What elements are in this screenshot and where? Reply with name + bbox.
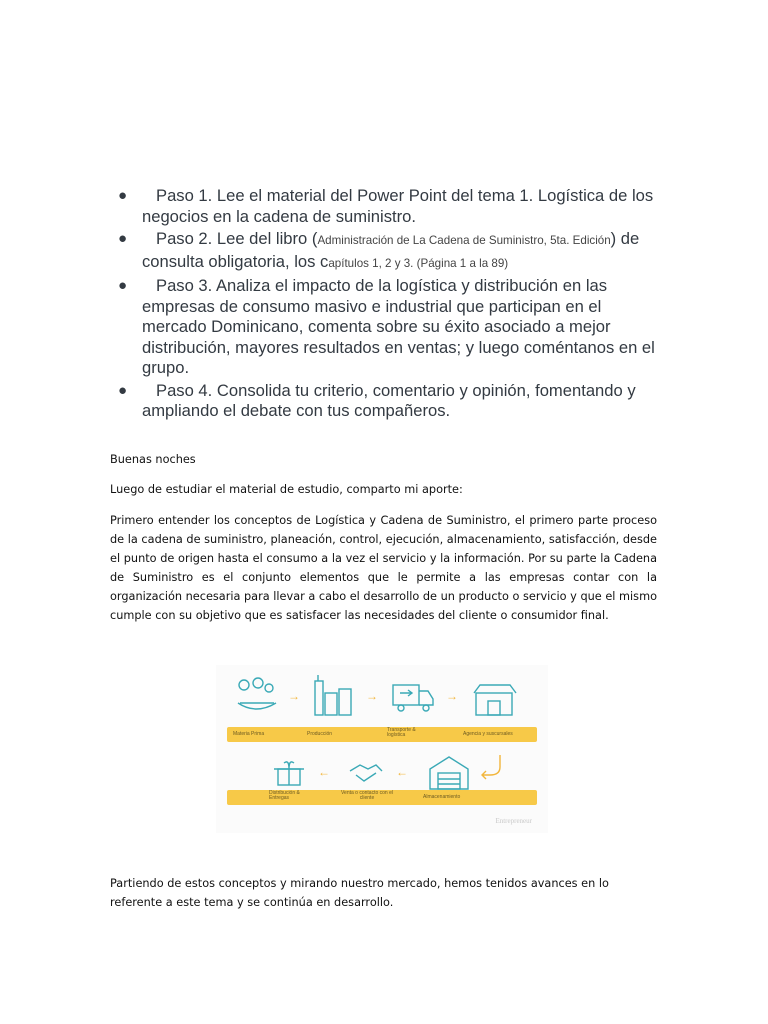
- bullet-icon: ●: [118, 230, 128, 247]
- concepts-paragraph: Primero entender los conceptos de Logística y Cadena de Suministro, el primero parte proceso de la cadena de suministro, planeación, control, ejecución, almacenamiento, satisfacción, desde el punto de origen hasta el consumo a la vez el servicio y la información. Por su parte la Cadena de Suministro es el conjunto elementos que le permite a las empresas contar con la organización necesaria para llevar a cabo el desarrollo de un producto o servicio y que el mismo cumple con su objetivo que es satisfacer las necesidades del cliente o consumidor final.: [110, 514, 657, 622]
- arrow-right-icon: →: [366, 689, 378, 703]
- step-3-text: Paso 3. Analiza el impacto de la logística y distribución en las empresas de consumo masivo e industrial que participan en el mercado Dominicano, comenta sobre su éxito asociado a mejor distribución, mayores resultados en ventas; y luego coméntanos en el grupo.: [142, 276, 655, 377]
- raw-material-icon: [234, 675, 280, 715]
- truck-icon: [390, 677, 436, 717]
- factory-icon: [311, 671, 357, 719]
- greeting: Buenas noches: [110, 453, 196, 466]
- top-flow-band: [227, 727, 537, 742]
- bullet-icon: ●: [118, 187, 128, 204]
- bullet-icon: ●: [118, 277, 128, 294]
- arrow-right-icon: →: [446, 689, 458, 703]
- handshake-icon: [346, 757, 386, 789]
- store-icon: [470, 673, 520, 719]
- step-2-prefix: Paso 2. Lee del libro (: [156, 229, 318, 248]
- step-2-chapters: apítulos 1, 2 y 3. (Página 1 a la 89): [328, 256, 509, 270]
- label-transporte: Transporte & logística: [387, 727, 416, 738]
- source-watermark: Entrepreneur: [495, 817, 532, 825]
- return-arrow-icon: [478, 753, 506, 783]
- arrow-left-icon: ←: [318, 765, 330, 779]
- supply-chain-diagram: [216, 665, 548, 833]
- warehouse-icon: [426, 751, 472, 793]
- gift-icon: [270, 755, 306, 791]
- label-venta: Venta o contacto con el cliente: [341, 790, 393, 801]
- bottom-flow-band: [227, 790, 537, 805]
- label-produccion: Producción: [307, 731, 333, 737]
- step-2: [118, 229, 663, 274]
- step-4: [118, 381, 663, 422]
- step-4-text: Paso 4. Consolida tu criterio, comentario y opinión, fomentando y ampliando el debate con tus compañeros.: [142, 380, 636, 420]
- bullet-icon: ●: [118, 381, 128, 399]
- arrow-left-icon: ←: [396, 765, 408, 779]
- step-3: [118, 276, 663, 379]
- label-materia-prima: Materia Prima: [233, 731, 265, 737]
- label-agencia: Agencia y suscursales: [463, 731, 513, 737]
- steps-list: [118, 186, 663, 424]
- step-2-book-title: Administración de La Cadena de Suministro, 5ta. Edición: [317, 234, 611, 247]
- step-1-text: Paso 1. Lee el material del Power Point del tema 1. Logística de los negocios en la cadena de suministro.: [142, 186, 654, 226]
- step-2-mid: ) de consulta obligatoria, los c: [142, 229, 640, 271]
- label-distribucion: Distribución & Entregas: [269, 790, 300, 801]
- arrow-right-icon: →: [288, 689, 300, 703]
- closing-paragraph: Partiendo de estos conceptos y mirando nuestro mercado, hemos tenidos avances en lo referente a este tema y se continúa en desarrollo.: [110, 877, 609, 909]
- label-almacenamiento: Almacenamiento: [423, 794, 461, 800]
- step-1: [118, 186, 663, 227]
- intro-line: Luego de estudiar el material de estudio, comparto mi aporte:: [110, 483, 463, 496]
